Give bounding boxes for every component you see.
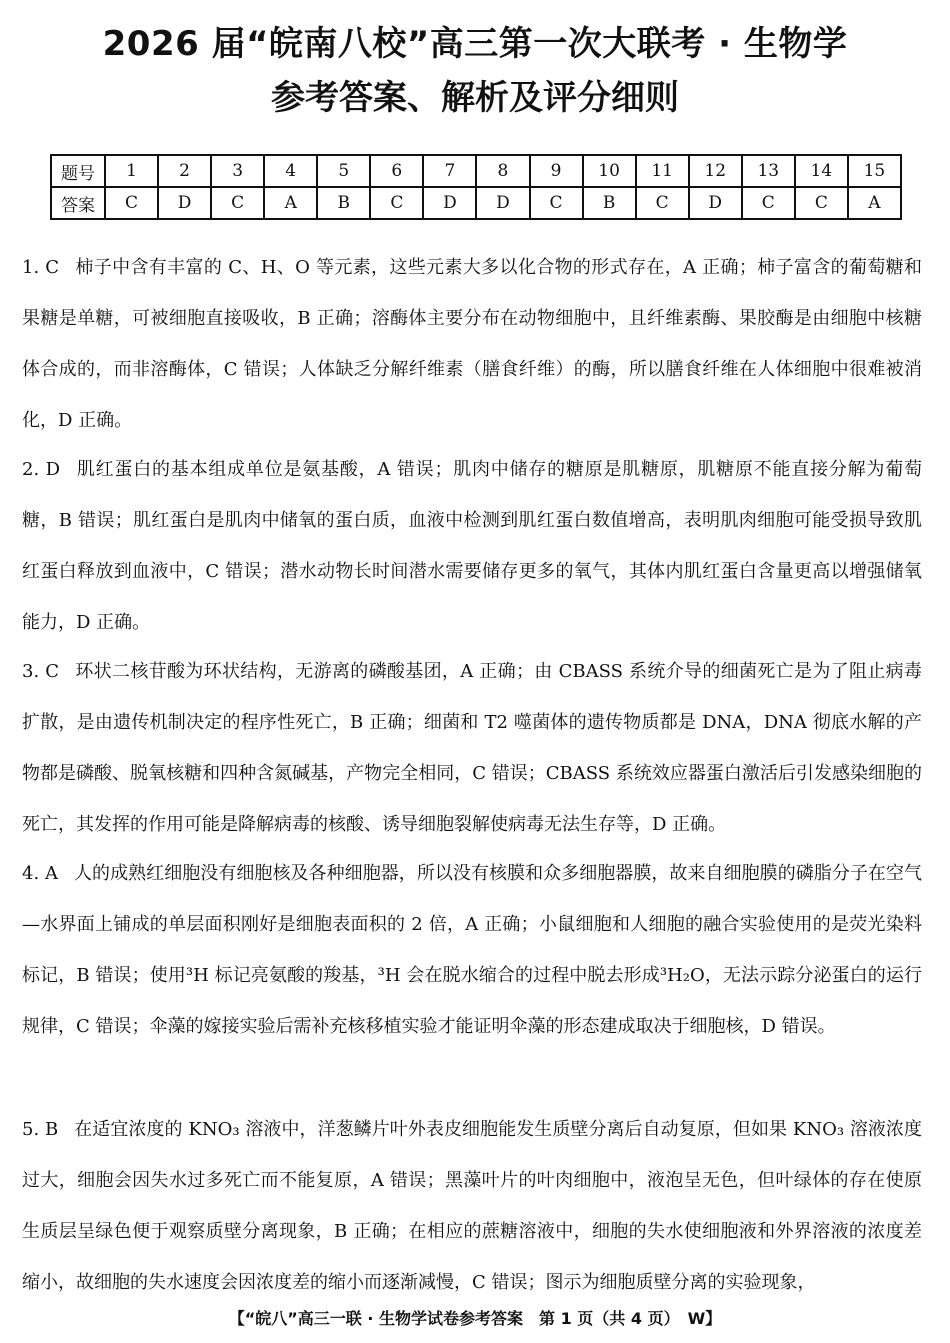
explanation-2	[22, 444, 922, 648]
page-footer: 【“皖八”高三一联 · 生物学试卷参考答案 第 1 页（共 4 页） W】	[228, 1309, 722, 1328]
answer-cell: C	[105, 187, 158, 219]
question-number: 4	[264, 155, 317, 187]
question-number: 6	[370, 155, 423, 187]
explanation-text: 柿子中含有丰富的 C、H、O 等元素，这些元素大多以化合物的形式存在，A 正确；柿子富含的葡萄糖和果糖是单糖，可被细胞直接吸收，B 正确；溶酶体主要分布在动物细胞中，且纤维素酶、果胶酶是由细胞中核糖体合成的，而非溶酶体，C 错误；人体缺乏分解纤维素（膳食纤维）的酶，所以膳食纤维在人体细胞中很难被消化，D 正确。	[22, 257, 923, 431]
answer-cell: D	[158, 187, 211, 219]
document-subtitle: 参考答案、解析及评分细则	[271, 78, 679, 118]
question-number: 3	[211, 155, 264, 187]
explanation-3	[22, 646, 922, 850]
answer-cell: B	[317, 187, 370, 219]
question-label: 3. C	[22, 661, 59, 682]
explanation-text: 环状二核苷酸为环状结构，无游离的磷酸基团，A 正确；由 CBASS 系统介导的细菌死亡是为了阻止病毒扩散，是由遗传机制决定的程序性死亡，B 正确；细菌和 T2 噬菌体的遗传物质都是 DNA，DNA 彻底水解的产物都是磷酸、脱氧核糖和四种含氮碱基，产物完全相同，C 错误；CBASS 系统效应器蛋白激活后引发感染细胞的死亡，其发挥的作用可能是降解病毒的核酸、诱导细胞裂解使病毒无法生存等，D 正确。	[22, 661, 922, 835]
exam-title: 2026 届“皖南八校”高三第一次大联考 · 生物学	[102, 24, 848, 64]
explanation-4	[22, 848, 922, 1052]
answer-cell: C	[530, 187, 583, 219]
question-number: 13	[742, 155, 795, 187]
question-label: 4. A	[22, 863, 58, 884]
answer-cell: D	[423, 187, 476, 219]
answer-cell: C	[636, 187, 689, 219]
answer-row	[51, 187, 901, 219]
answer-cell: B	[583, 187, 636, 219]
question-number-row	[51, 155, 901, 187]
answer-cell: A	[264, 187, 317, 219]
explanation-1	[22, 242, 922, 446]
explanation-text: 在适宜浓度的 KNO₃ 溶液中，洋葱鳞片叶外表皮细胞能发生质壁分离后自动复原，但如果 KNO₃ 溶液浓度过大，细胞会因失水过多死亡而不能复原，A 错误；黑藻叶片的叶肉细胞中，液泡呈无色，但叶绿体的存在使原生质层呈绿色便于观察质壁分离现象，B 正确；在相应的蔗糖溶液中，细胞的失水使细胞液和外界溶液的浓度差缩小，故细胞的失水速度会因浓度差的缩小而逐渐减慢，C 错误；图示为细胞质壁分离的实验现象，	[22, 1119, 922, 1293]
question-number: 11	[636, 155, 689, 187]
question-number: 8	[476, 155, 529, 187]
answer-cell: C	[370, 187, 423, 219]
explanation-text: 肌红蛋白的基本组成单位是氨基酸，A 错误；肌肉中储存的糖原是肌糖原，肌糖原不能直接分解为葡萄糖，B 错误；肌红蛋白是肌肉中储氧的蛋白质，血液中检测到肌红蛋白数值增高，表明肌肉细胞可能受损导致肌红蛋白释放到血液中，C 错误；潜水动物长时间潜水需要储存更多的氧气，其体内肌红蛋白含量更高以增强储氧能力，D 正确。	[22, 459, 922, 633]
answer-cell: C	[742, 187, 795, 219]
question-number: 5	[317, 155, 370, 187]
question-number: 10	[583, 155, 636, 187]
question-number: 12	[689, 155, 742, 187]
answer-cell: D	[476, 187, 529, 219]
question-number: 1	[105, 155, 158, 187]
question-number: 7	[423, 155, 476, 187]
answer-table	[50, 154, 902, 220]
answer-cell: A	[848, 187, 901, 219]
explanation-text: 人的成熟红细胞没有细胞核及各种细胞器，所以没有核膜和众多细胞器膜，故来自细胞膜的磷脂分子在空气—水界面上铺成的单层面积刚好是细胞表面积的 2 倍，A 正确；小鼠细胞和人细胞的融合实验使用的是荧光染料标记，B 错误；使用³H 标记亮氨酸的羧基，³H 会在脱水缩合的过程中脱去形成³H₂O，无法示踪分泌蛋白的运行规律，C 错误；伞藻的嫁接实验后需补充核移植实验才能证明伞藻的形态建成取决于细胞核，D 错误。	[22, 863, 922, 1037]
question-number: 15	[848, 155, 901, 187]
question-number: 2	[158, 155, 211, 187]
answer-cell: C	[211, 187, 264, 219]
explanation-5	[22, 1104, 922, 1308]
row-label-number: 题号	[51, 155, 105, 187]
answer-cell: C	[795, 187, 848, 219]
row-label-answer: 答案	[51, 187, 105, 219]
question-label: 5. B	[22, 1119, 59, 1140]
question-label: 1. C	[22, 257, 60, 278]
question-label: 2. D	[22, 459, 61, 480]
question-number: 9	[530, 155, 583, 187]
question-number: 14	[795, 155, 848, 187]
answer-cell: D	[689, 187, 742, 219]
